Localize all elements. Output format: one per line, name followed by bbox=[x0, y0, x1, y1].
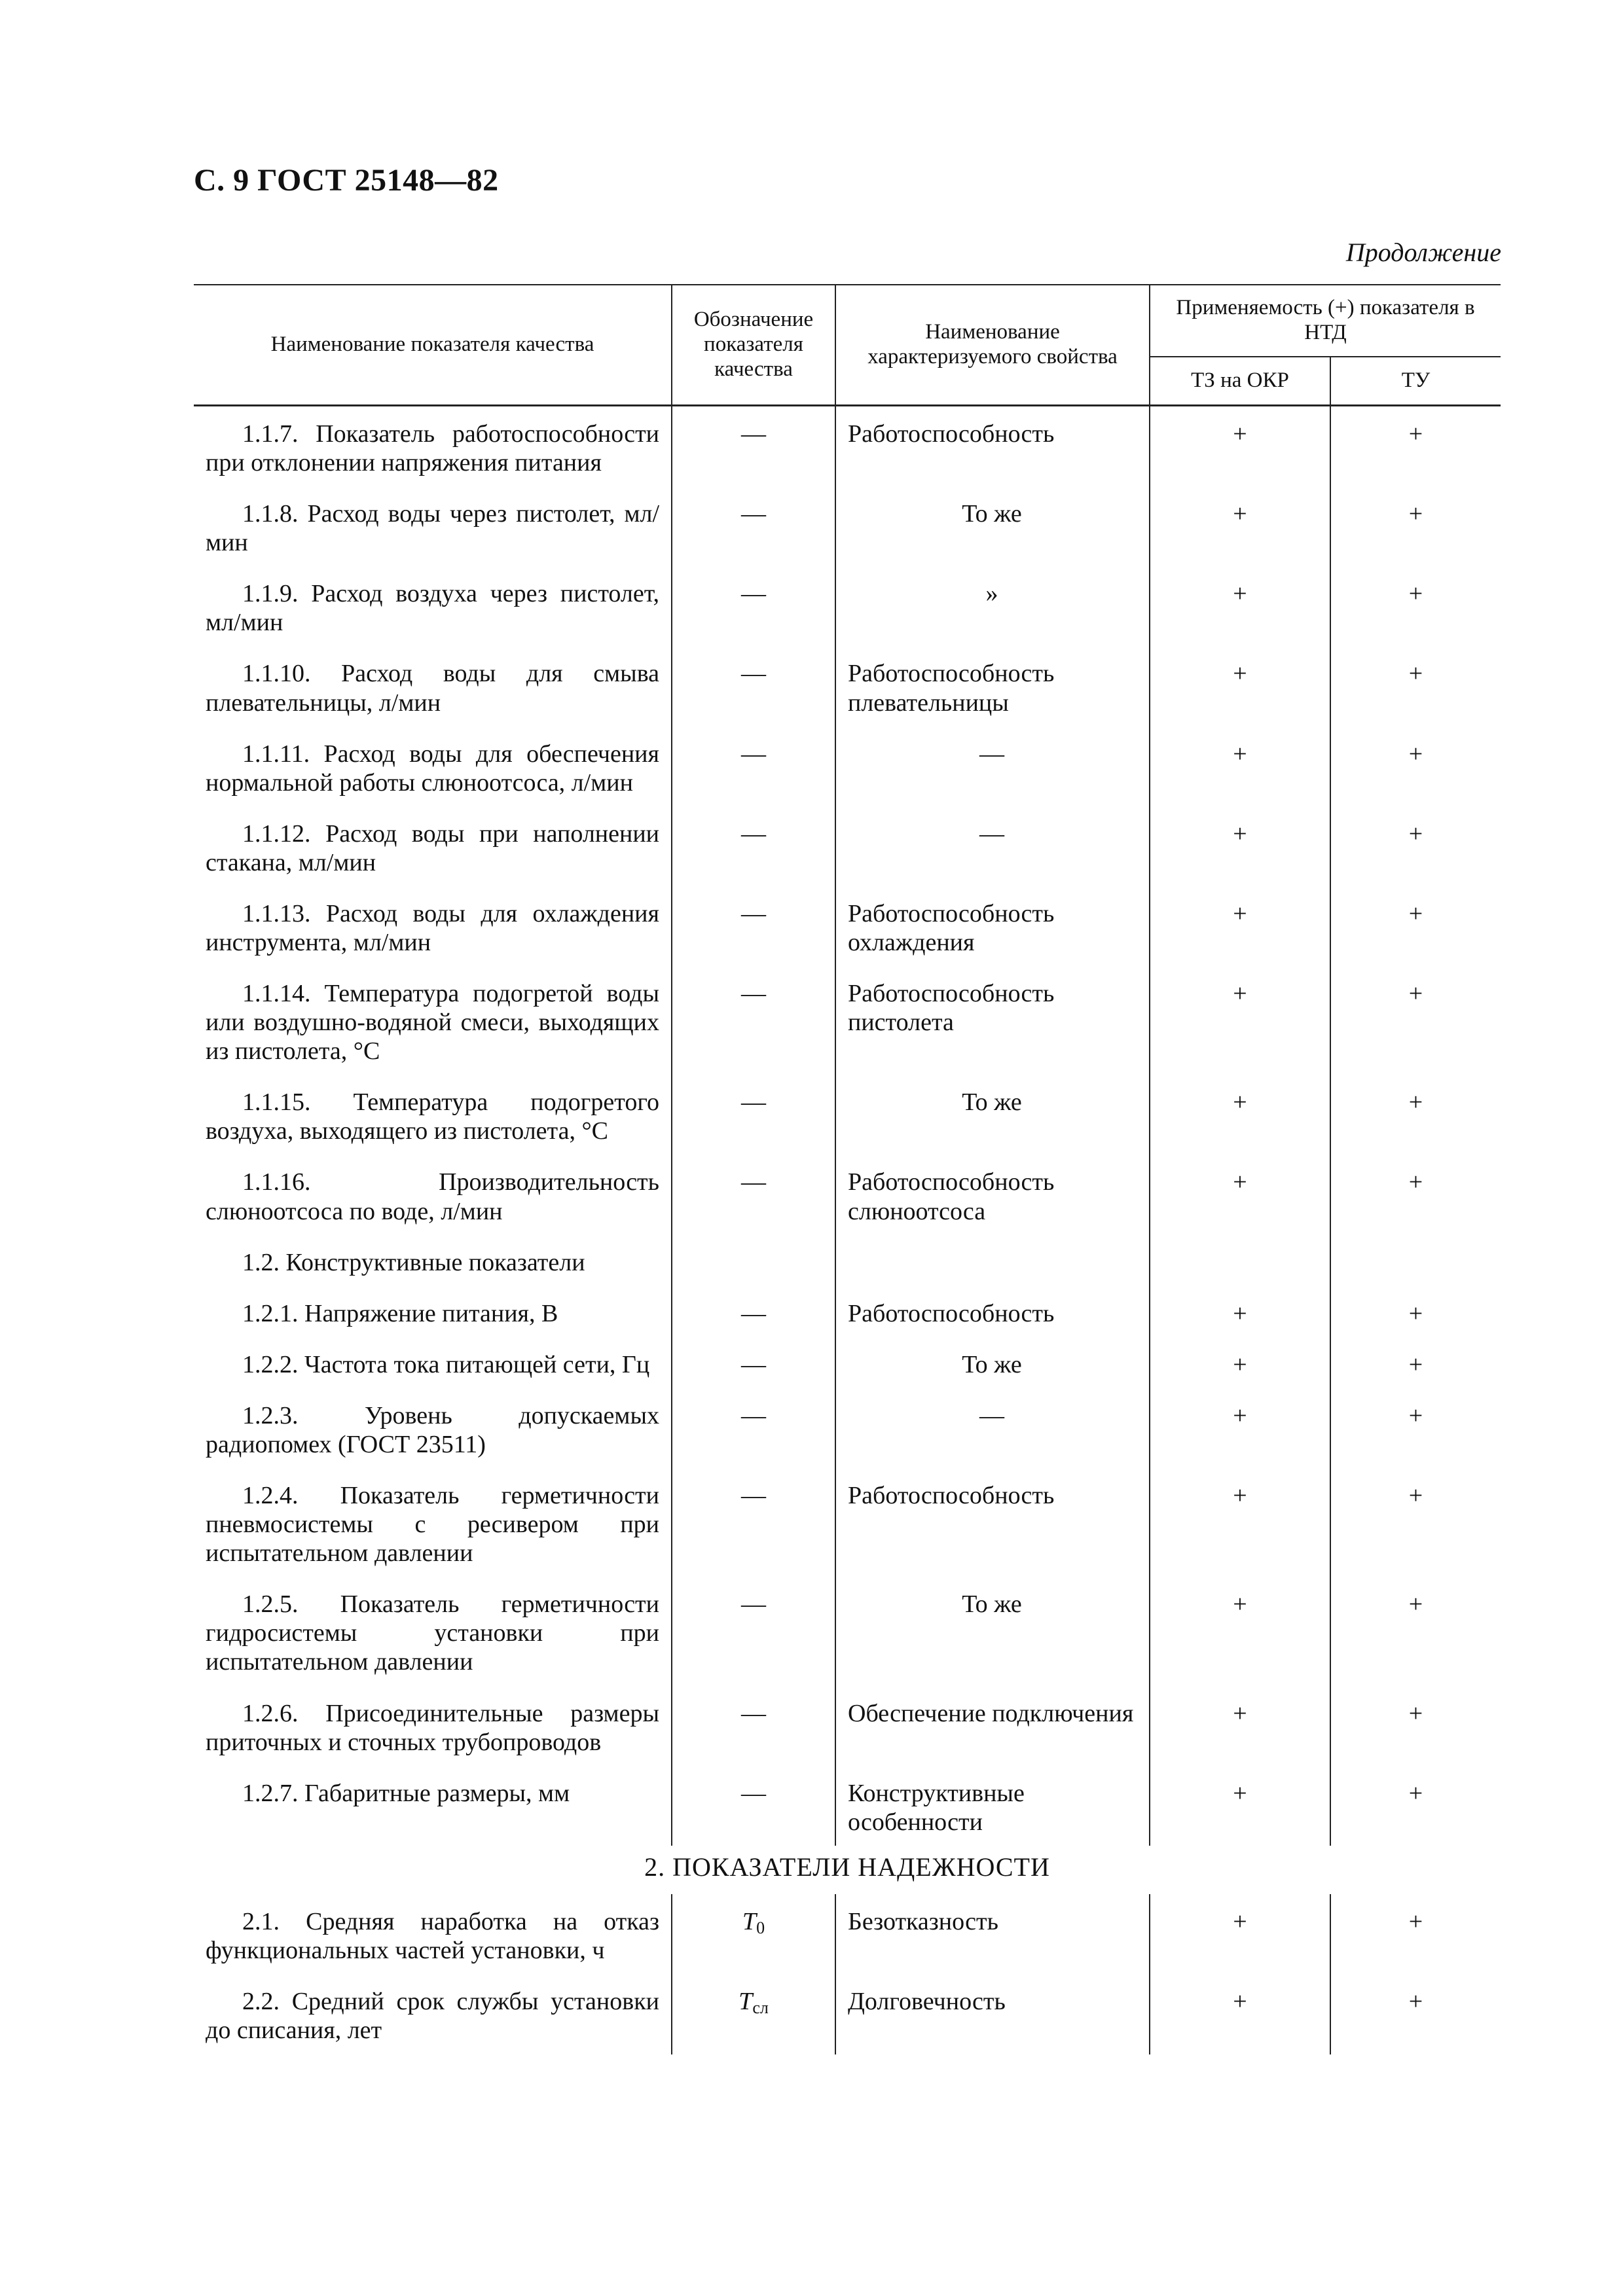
property-cell: То же bbox=[835, 1577, 1150, 1685]
indicator-text: Присоединительные размеры приточных и сточных трубопроводов bbox=[206, 1699, 659, 1756]
table-row bbox=[194, 1894, 1501, 1974]
tz-cell: + bbox=[1150, 1468, 1330, 1577]
property-cell: То же bbox=[835, 1075, 1150, 1155]
tz-cell: + bbox=[1150, 966, 1330, 1075]
tu-cell bbox=[1330, 1235, 1501, 1286]
indicator-number: 1.1.8. bbox=[242, 500, 299, 528]
designation-cell bbox=[672, 1894, 835, 1974]
designation-cell: — bbox=[672, 1468, 835, 1577]
tu-cell: + bbox=[1330, 886, 1501, 966]
indicator-text: Расход воды при наполнении стакана, мл/мин bbox=[206, 819, 659, 876]
tu-cell: + bbox=[1330, 726, 1501, 806]
tu-cell: + bbox=[1330, 806, 1501, 886]
tu-cell: + bbox=[1330, 486, 1501, 566]
designation-cell bbox=[672, 1235, 835, 1286]
designation-cell: — bbox=[672, 1766, 835, 1846]
indicator-name bbox=[194, 1075, 672, 1155]
indicator-name bbox=[194, 1235, 672, 1286]
symbol-subscript: сл bbox=[752, 1998, 769, 2018]
property-cell: Работоспособность охлаждения bbox=[835, 886, 1150, 966]
table-row bbox=[194, 1577, 1501, 1685]
table-row bbox=[194, 1286, 1501, 1337]
tu-cell: + bbox=[1330, 1974, 1501, 2054]
indicator-number: 2.2. bbox=[242, 1988, 280, 2016]
tz-cell: + bbox=[1150, 726, 1330, 806]
designation-cell: — bbox=[672, 566, 835, 646]
indicator-number: 1.1.7. bbox=[242, 420, 299, 448]
tu-cell: + bbox=[1330, 1894, 1501, 1974]
indicator-name bbox=[194, 726, 672, 806]
indicator-number: 1.2.3. bbox=[242, 1401, 299, 1429]
indicator-text: Расход воды для обеспечения нормальной работы слюноотсоса, л/мин bbox=[206, 740, 659, 797]
header-tz: ТЗ на ОКР bbox=[1150, 357, 1330, 406]
section-title-row bbox=[194, 1846, 1501, 1894]
page-header: С. 9 ГОСТ 25148—82 bbox=[194, 163, 499, 198]
indicator-number: 1.1.15. bbox=[242, 1088, 311, 1117]
tz-cell: + bbox=[1150, 1286, 1330, 1337]
symbol: T bbox=[742, 1908, 757, 1936]
designation-cell bbox=[672, 1974, 835, 2054]
designation-cell: — bbox=[672, 806, 835, 886]
tu-cell: + bbox=[1330, 1337, 1501, 1388]
indicator-number: 1.2.1. bbox=[242, 1299, 299, 1327]
table-row bbox=[194, 726, 1501, 806]
tz-cell: + bbox=[1150, 1686, 1330, 1766]
property-cell: То же bbox=[835, 486, 1150, 566]
indicator-name bbox=[194, 646, 672, 726]
indicator-name bbox=[194, 1286, 672, 1337]
indicator-number: 1.1.14. bbox=[242, 980, 311, 1008]
tz-cell: + bbox=[1150, 1155, 1330, 1234]
indicator-text: Показатель работоспособности при отклонении напряжения питания bbox=[206, 420, 660, 477]
property-cell: Работоспособность bbox=[835, 406, 1150, 487]
indicator-name bbox=[194, 1974, 672, 2054]
property-cell: Работоспособность плевательницы bbox=[835, 646, 1150, 726]
header-applicability: Применяемость (+) показателя в НТД bbox=[1150, 285, 1501, 357]
header-designation: Обозначение показателя качества bbox=[672, 285, 835, 406]
indicator-name bbox=[194, 406, 672, 487]
indicator-name bbox=[194, 1577, 672, 1685]
tu-cell: + bbox=[1330, 1388, 1501, 1468]
indicator-text: Показатель герметичности пневмосистемы с ресивером при испытательном давлении bbox=[206, 1482, 659, 1568]
tu-cell: + bbox=[1330, 1155, 1501, 1234]
tu-cell: + bbox=[1330, 1468, 1501, 1577]
designation-cell: — bbox=[672, 1075, 835, 1155]
tu-cell: + bbox=[1330, 966, 1501, 1075]
symbol-subscript: 0 bbox=[756, 1918, 765, 1938]
indicator-number: 1.1.12. bbox=[242, 819, 311, 848]
tu-cell: + bbox=[1330, 1577, 1501, 1685]
table-row bbox=[194, 1388, 1501, 1468]
indicator-number: 1.1.16. bbox=[242, 1168, 311, 1196]
tz-cell bbox=[1150, 1235, 1330, 1286]
property-cell: Работоспособность bbox=[835, 1468, 1150, 1577]
indicator-name bbox=[194, 1894, 672, 1974]
table-row bbox=[194, 966, 1501, 1075]
indicator-name bbox=[194, 486, 672, 566]
indicator-text: Средняя наработка на отказ функциональных частей установки, ч bbox=[206, 1908, 660, 1965]
header-name: Наименование показателя качества bbox=[194, 285, 672, 406]
indicator-number: 1.1.11. bbox=[242, 740, 310, 768]
indicator-name bbox=[194, 1337, 672, 1388]
tu-cell: + bbox=[1330, 646, 1501, 726]
header-tu: ТУ bbox=[1330, 357, 1501, 406]
designation-cell: — bbox=[672, 486, 835, 566]
designation-cell: — bbox=[672, 1388, 835, 1468]
designation-cell: — bbox=[672, 1686, 835, 1766]
indicator-number: 1.2. bbox=[242, 1248, 280, 1276]
tz-cell: + bbox=[1150, 1337, 1330, 1388]
indicator-text: Уровень допускаемых радиопомех (ГОСТ 23511) bbox=[206, 1401, 659, 1458]
tu-cell: + bbox=[1330, 1686, 1501, 1766]
table-header bbox=[194, 285, 1501, 406]
indicator-text: Габаритные размеры, мм bbox=[304, 1779, 570, 1807]
indicator-name bbox=[194, 806, 672, 886]
table-row bbox=[194, 1974, 1501, 2054]
indicator-text: Напряжение питания, В bbox=[304, 1299, 558, 1327]
table-body bbox=[194, 406, 1501, 1846]
indicator-number: 1.2.5. bbox=[242, 1590, 299, 1619]
tz-cell: + bbox=[1150, 1075, 1330, 1155]
indicator-number: 1.2.6. bbox=[242, 1699, 299, 1727]
table-row bbox=[194, 1766, 1501, 1846]
property-cell: — bbox=[835, 806, 1150, 886]
indicator-text: Производительность слюноотсоса по воде, л/мин bbox=[206, 1168, 659, 1225]
property-cell: Безотказность bbox=[835, 1894, 1150, 1974]
indicator-text: Расход воздуха через пистолет, мл/мин bbox=[206, 580, 660, 637]
property-cell: Работоспособность слюноотсоса bbox=[835, 1155, 1150, 1234]
tz-cell: + bbox=[1150, 806, 1330, 886]
indicator-number: 1.1.9. bbox=[242, 580, 299, 608]
designation-cell: — bbox=[672, 726, 835, 806]
indicator-number: 1.2.2. bbox=[242, 1350, 299, 1378]
table-row bbox=[194, 1155, 1501, 1234]
indicator-name bbox=[194, 1155, 672, 1234]
property-cell: — bbox=[835, 1388, 1150, 1468]
tz-cell: + bbox=[1150, 886, 1330, 966]
indicator-text: Температура подогретой воды или воздушно-водяной смеси, выходящих из пистолета, °С bbox=[206, 980, 660, 1066]
property-cell: То же bbox=[835, 1337, 1150, 1388]
table-row bbox=[194, 806, 1501, 886]
property-cell bbox=[835, 1235, 1150, 1286]
tu-cell: + bbox=[1330, 1075, 1501, 1155]
property-cell: Работоспособность пистолета bbox=[835, 966, 1150, 1075]
table-row bbox=[194, 1337, 1501, 1388]
table-row bbox=[194, 406, 1501, 487]
property-cell: Обеспечение подключения bbox=[835, 1686, 1150, 1766]
property-cell: Работоспособность bbox=[835, 1286, 1150, 1337]
property-cell: » bbox=[835, 566, 1150, 646]
indicator-name bbox=[194, 1468, 672, 1577]
table-row bbox=[194, 1075, 1501, 1155]
designation-cell: — bbox=[672, 1286, 835, 1337]
indicator-name bbox=[194, 1388, 672, 1468]
indicator-text: Температура подогретого воздуха, выходящего из пистолета, °С bbox=[206, 1088, 659, 1145]
designation-cell: — bbox=[672, 1155, 835, 1234]
table-row bbox=[194, 486, 1501, 566]
indicator-number: 1.1.10. bbox=[242, 660, 311, 688]
indicator-text: Расход воды через пистолет, мл/мин bbox=[206, 500, 660, 557]
table-row bbox=[194, 1235, 1501, 1286]
tu-cell: + bbox=[1330, 1286, 1501, 1337]
property-cell: Конструктивные особенности bbox=[835, 1766, 1150, 1846]
designation-cell: — bbox=[672, 646, 835, 726]
quality-indicators-table-wrapper bbox=[194, 284, 1501, 2054]
designation-cell: — bbox=[672, 966, 835, 1075]
quality-indicators-table bbox=[194, 284, 1501, 2054]
property-cell: — bbox=[835, 726, 1150, 806]
designation-cell: — bbox=[672, 1577, 835, 1685]
designation-cell: — bbox=[672, 406, 835, 487]
tz-cell: + bbox=[1150, 1766, 1330, 1846]
indicator-number: 2.1. bbox=[242, 1908, 280, 1936]
table-row bbox=[194, 646, 1501, 726]
tz-cell: + bbox=[1150, 1894, 1330, 1974]
tu-cell: + bbox=[1330, 566, 1501, 646]
indicator-text: Средний срок службы установки до списания, лет bbox=[206, 1988, 659, 2045]
tz-cell: + bbox=[1150, 566, 1330, 646]
indicator-name bbox=[194, 966, 672, 1075]
table-row bbox=[194, 566, 1501, 646]
indicator-text: Расход воды для смыва плевательницы, л/мин bbox=[206, 660, 660, 717]
indicator-name bbox=[194, 1686, 672, 1766]
indicator-text: Частота тока питающей сети, Гц bbox=[304, 1350, 650, 1378]
section-title: 2. ПОКАЗАТЕЛИ НАДЕЖНОСТИ bbox=[644, 1852, 1050, 1882]
indicator-number: 1.1.13. bbox=[242, 899, 311, 927]
table-row bbox=[194, 1468, 1501, 1577]
tz-cell: + bbox=[1150, 1388, 1330, 1468]
designation-cell: — bbox=[672, 1337, 835, 1388]
tz-cell: + bbox=[1150, 486, 1330, 566]
tz-cell: + bbox=[1150, 1974, 1330, 2054]
table-row bbox=[194, 886, 1501, 966]
indicator-text: Расход воды для охлаждения инструмента, мл/мин bbox=[206, 899, 659, 957]
tz-cell: + bbox=[1150, 406, 1330, 487]
indicator-name bbox=[194, 1766, 672, 1846]
tu-cell: + bbox=[1330, 406, 1501, 487]
tu-cell: + bbox=[1330, 1766, 1501, 1846]
symbol: T bbox=[739, 1988, 753, 2016]
indicator-text: Конструктивные показатели bbox=[285, 1248, 585, 1276]
indicator-number: 1.2.4. bbox=[242, 1482, 299, 1510]
indicator-name bbox=[194, 886, 672, 966]
property-cell: Долговечность bbox=[835, 1974, 1150, 2054]
table-row bbox=[194, 1686, 1501, 1766]
header-property: Наименование характеризуемого свойства bbox=[835, 285, 1150, 406]
indicator-name bbox=[194, 566, 672, 646]
continuation-label: Продолжение bbox=[1345, 238, 1501, 267]
indicator-text: Показатель герметичности гидросистемы установки при испытательном давлении bbox=[206, 1590, 659, 1676]
tz-cell: + bbox=[1150, 1577, 1330, 1685]
reliability-section bbox=[194, 1846, 1501, 2054]
indicator-number: 1.2.7. bbox=[242, 1779, 299, 1807]
designation-cell: — bbox=[672, 886, 835, 966]
tz-cell: + bbox=[1150, 646, 1330, 726]
